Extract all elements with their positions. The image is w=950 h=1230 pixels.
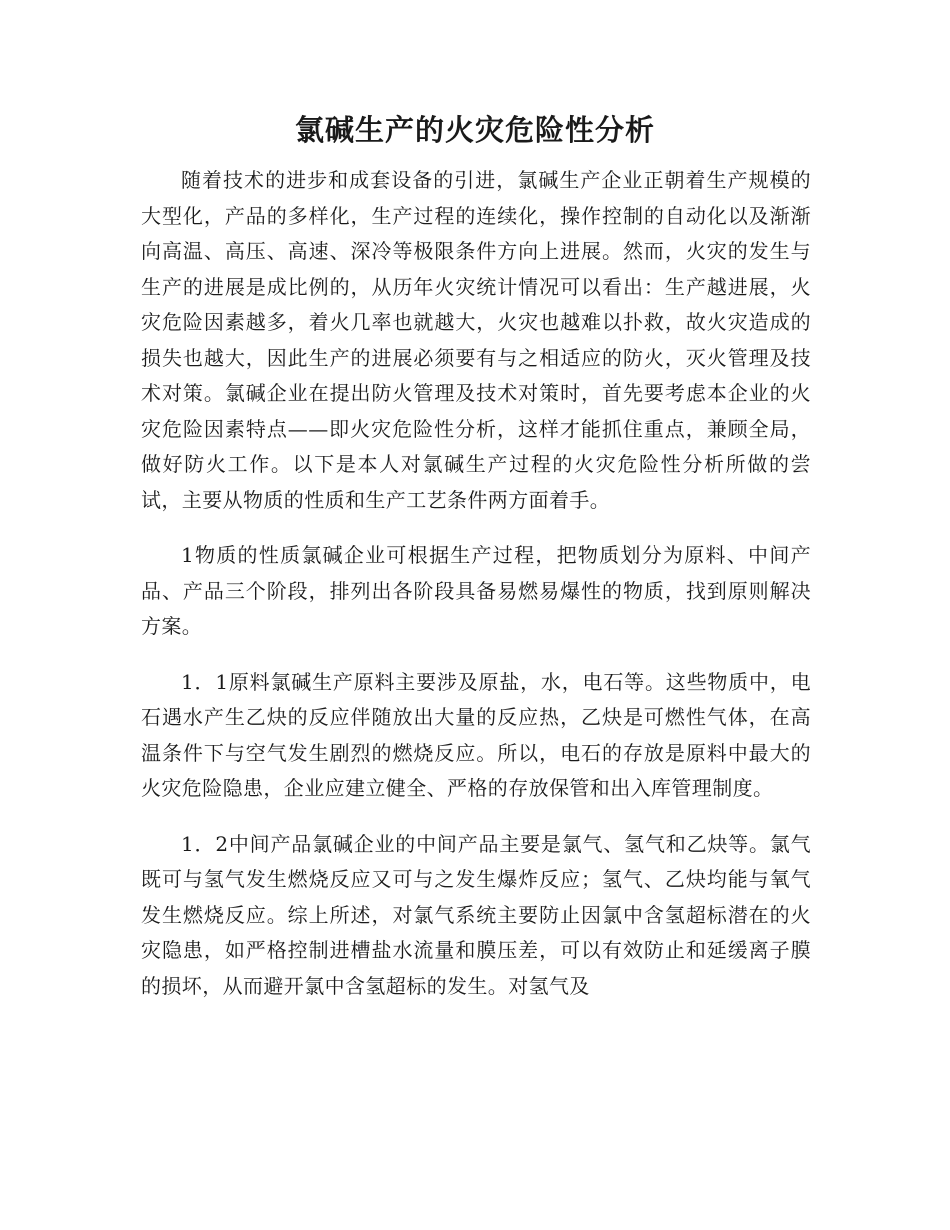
paragraph-section-1-2: 1．2中间产品氯碱企业的中间产品主要是氯气、氢气和乙炔等。氯气既可与氢气发生燃烧反应又可与之发生爆炸反应；氢气、乙炔均能与氧气发生燃烧反应。综上所述，对氯气系统主要防止因氯中含氢超标潜在的火灾隐患，如严格控制进槽盐水流量和膜压差，可以有效防止和延缓离子膜的损坏，从而避开氯中含氢超标的发生。对氢气及: [141, 831, 811, 998]
paragraph-section-1-1: 1．1原料氯碱生产原料主要涉及原盐，水，电石等。这些物质中，电石遇水产生乙炔的反应伴随放出大量的反应热，乙炔是可燃性气体，在高温条件下与空气发生剧烈的燃烧反应。所以，电石的存放是原料中最大的火灾危险隐患，企业应建立健全、严格的存放保管和出入库管理制度。: [141, 669, 811, 800]
paragraph-intro: 随着技术的进步和成套设备的引进，氯碱生产企业正朝着生产规模的大型化，产品的多样化，生产过程的连续化，操作控制的自动化以及渐渐向高温、高压、高速、深冷等极限条件方向上进展。然而，火灾的发生与生产的进展是成比例的，从历年火灾统计情况可以看出：生产越进展，火灾危险因素越多，着火几率也就越大，火灾也越难以扑救，故火灾造成的损失也越大，因此生产的进展必须要有与之相适应的防火，灭火管理及技术对策。氯碱企业在提出防火管理及技术对策时，首先要考虑本企业的火灾危险因素特点——即火灾危险性分析，这样才能抓住重点，兼顾全局，做好防火工作。以下是本人对氯碱生产过程的火灾危险性分析所做的尝试，主要从物质的性质和生产工艺条件两方面着手。: [141, 168, 811, 512]
document-body: [141, 163, 811, 1024]
paragraph-section-1: 1物质的性质氯碱企业可根据生产过程，把物质划分为原料、中间产品、产品三个阶段，排列出各阶段具备易燃易爆性的物质，找到原则解决方案。: [141, 543, 811, 638]
document-title: 氯碱生产的火灾危险性分析: [294, 113, 655, 147]
